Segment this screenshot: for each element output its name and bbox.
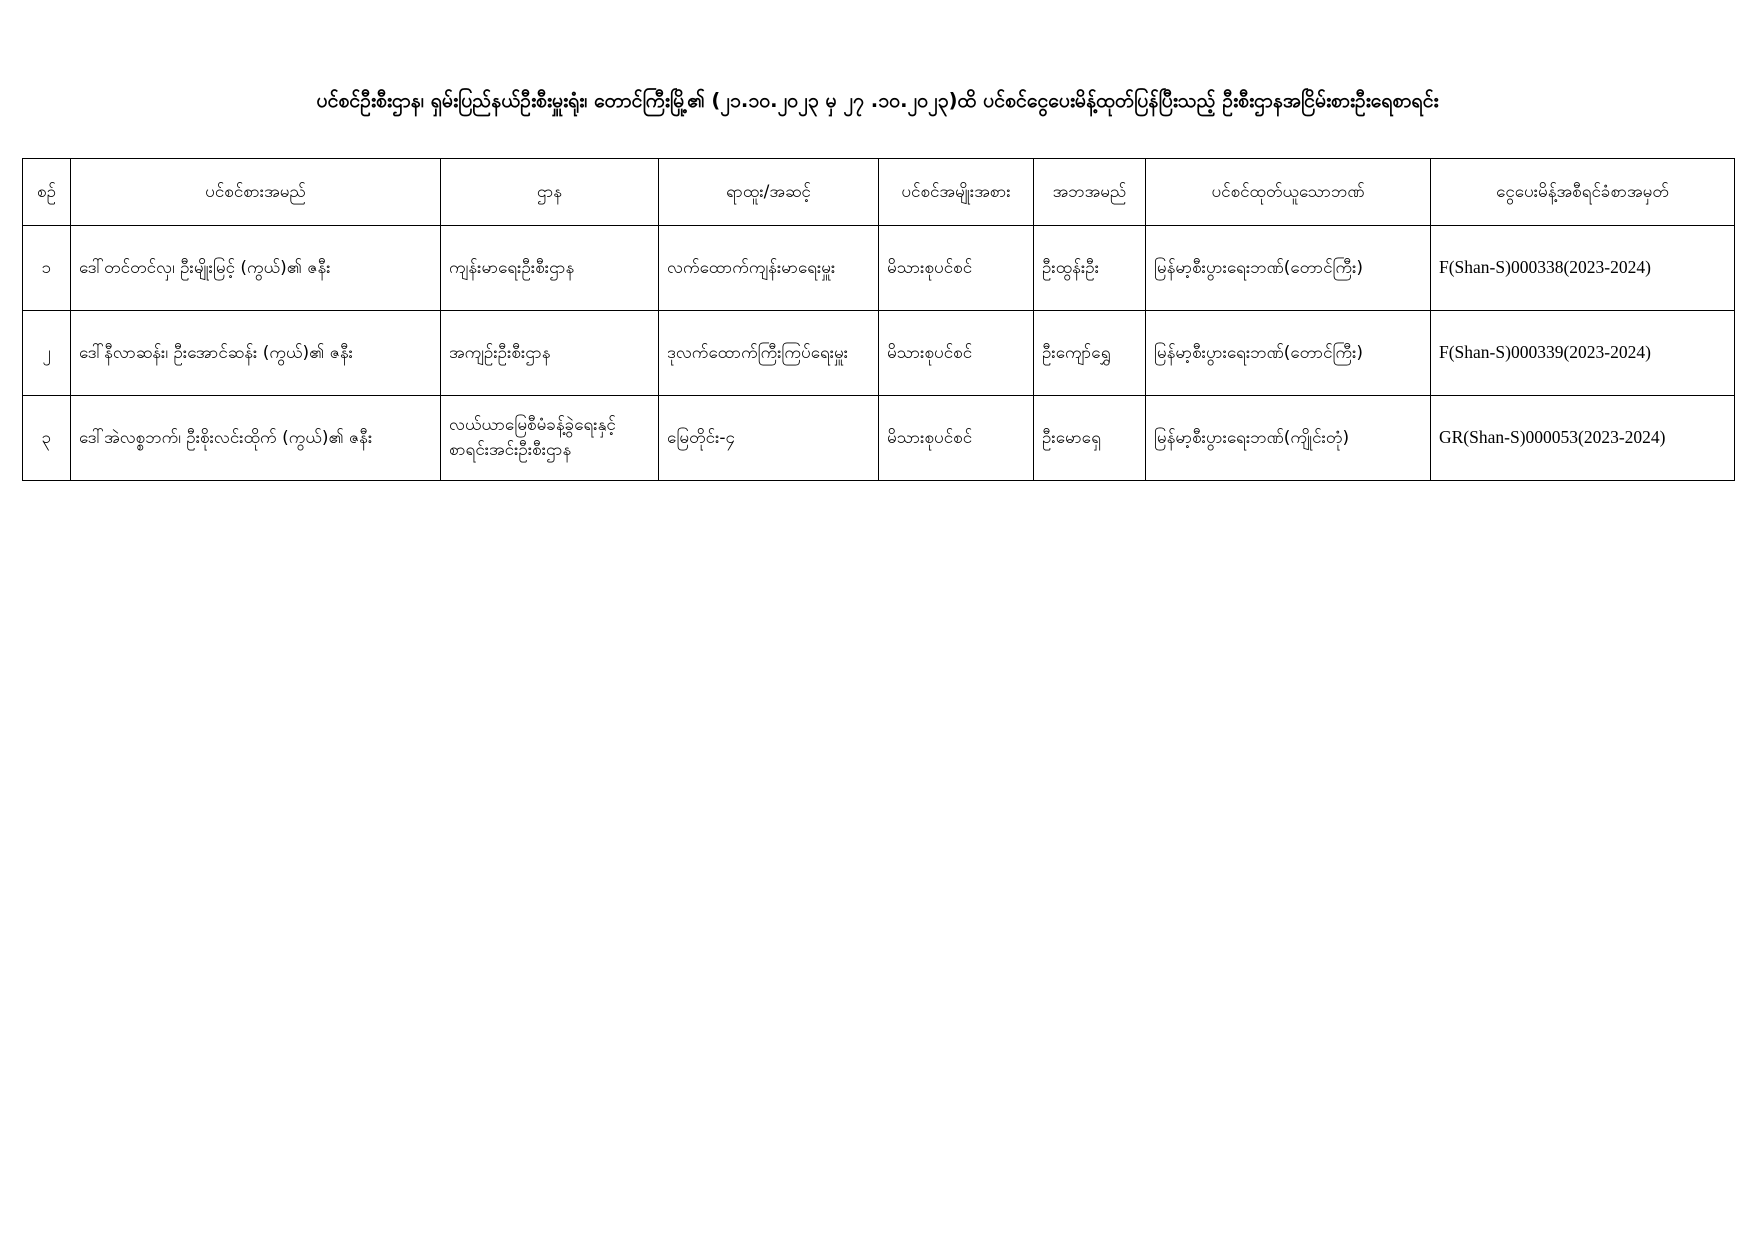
- cell-father-name: ဦးထွန်းဦး: [1034, 226, 1146, 311]
- cell-no: ၁: [23, 226, 71, 311]
- cell-report-no: F(Shan-S)000339(2023-2024): [1431, 311, 1735, 396]
- column-header-father-name: အဘအမည်: [1034, 159, 1146, 226]
- cell-bank: မြန်မာ့စီးပွားရေးဘဏ်(တောင်ကြီး): [1146, 311, 1431, 396]
- column-header-report-no: ငွေပေးမိန့်အစီရင်ခံစာအမှတ်: [1431, 159, 1735, 226]
- cell-department: အကျဉ်းဦးစီးဌာန: [441, 311, 659, 396]
- table-row: [23, 311, 1735, 396]
- cell-rank: မြေတိုင်း-၄: [659, 396, 879, 481]
- cell-pension-type: မိသားစုပင်စင်: [879, 226, 1034, 311]
- cell-bank: မြန်မာ့စီးပွားရေးဘဏ်(တောင်ကြီး): [1146, 226, 1431, 311]
- cell-no: ၃: [23, 396, 71, 481]
- table-row: [23, 226, 1735, 311]
- column-header-name: ပင်စင်စားအမည်: [71, 159, 441, 226]
- cell-name: ဒေါ်နီလာဆန်း၊ ဦးအောင်ဆန်း (ကွယ်)၏ ဇနီး: [71, 311, 441, 396]
- cell-department: ကျန်းမာရေးဦးစီးဌာန: [441, 226, 659, 311]
- cell-report-no: GR(Shan-S)000053(2023-2024): [1431, 396, 1735, 481]
- pension-table: [22, 158, 1735, 481]
- cell-report-no: F(Shan-S)000338(2023-2024): [1431, 226, 1735, 311]
- column-header-department: ဌာန: [441, 159, 659, 226]
- table-row: [23, 396, 1735, 481]
- column-header-pension-type: ပင်စင်အမျိုးအစား: [879, 159, 1034, 226]
- cell-pension-type: မိသားစုပင်စင်: [879, 311, 1034, 396]
- table-header-row: [23, 159, 1735, 226]
- cell-department: လယ်ယာမြေစီမံခန့်ခွဲရေးနှင့် စာရင်းအင်းဦးစီးဌာန: [441, 396, 659, 481]
- cell-rank: လက်ထောက်ကျန်းမာရေးမှူး: [659, 226, 879, 311]
- cell-rank: ဒုလက်ထောက်ကြီးကြပ်ရေးမှူး: [659, 311, 879, 396]
- cell-name: ဒေါ်အဲလစ္စဘက်၊ ဦးစိုးလင်းထိုက် (ကွယ်)၏ ဇနီး: [71, 396, 441, 481]
- column-header-bank: ပင်စင်ထုတ်ယူသောဘဏ်: [1146, 159, 1431, 226]
- cell-pension-type: မိသားစုပင်စင်: [879, 396, 1034, 481]
- cell-bank: မြန်မာ့စီးပွားရေးဘဏ်(ကျိုင်းတုံ): [1146, 396, 1431, 481]
- cell-name: ဒေါ်တင်တင်လှ၊ ဦးမျိုးမြင့် (ကွယ်)၏ ဇနီး: [71, 226, 441, 311]
- cell-no: ၂: [23, 311, 71, 396]
- cell-father-name: ဦးကျော်ရွှေ: [1034, 311, 1146, 396]
- column-header-no: စဉ်: [23, 159, 71, 226]
- cell-father-name: ဦးမောရှေ: [1034, 396, 1146, 481]
- page-title: ပင်စင်ဦးစီးဌာန၊ ရှမ်းပြည်နယ်ဦးစီးမှူးရုံး၊ တောင်ကြီးမြို့၏ (၂၁.၁၀.၂၀၂၃ မှ ၂၇ .၁၀.၂၀၂၃)ထိ ပင်စင်ငွေပေးမိန့်ထုတ်ပြန်ပြီးသည့် ဦးစီးဌာနအငြိမ်းစားဦးရေစာရင်း: [316, 89, 1439, 112]
- column-header-rank: ရာထူး/အဆင့်: [659, 159, 879, 226]
